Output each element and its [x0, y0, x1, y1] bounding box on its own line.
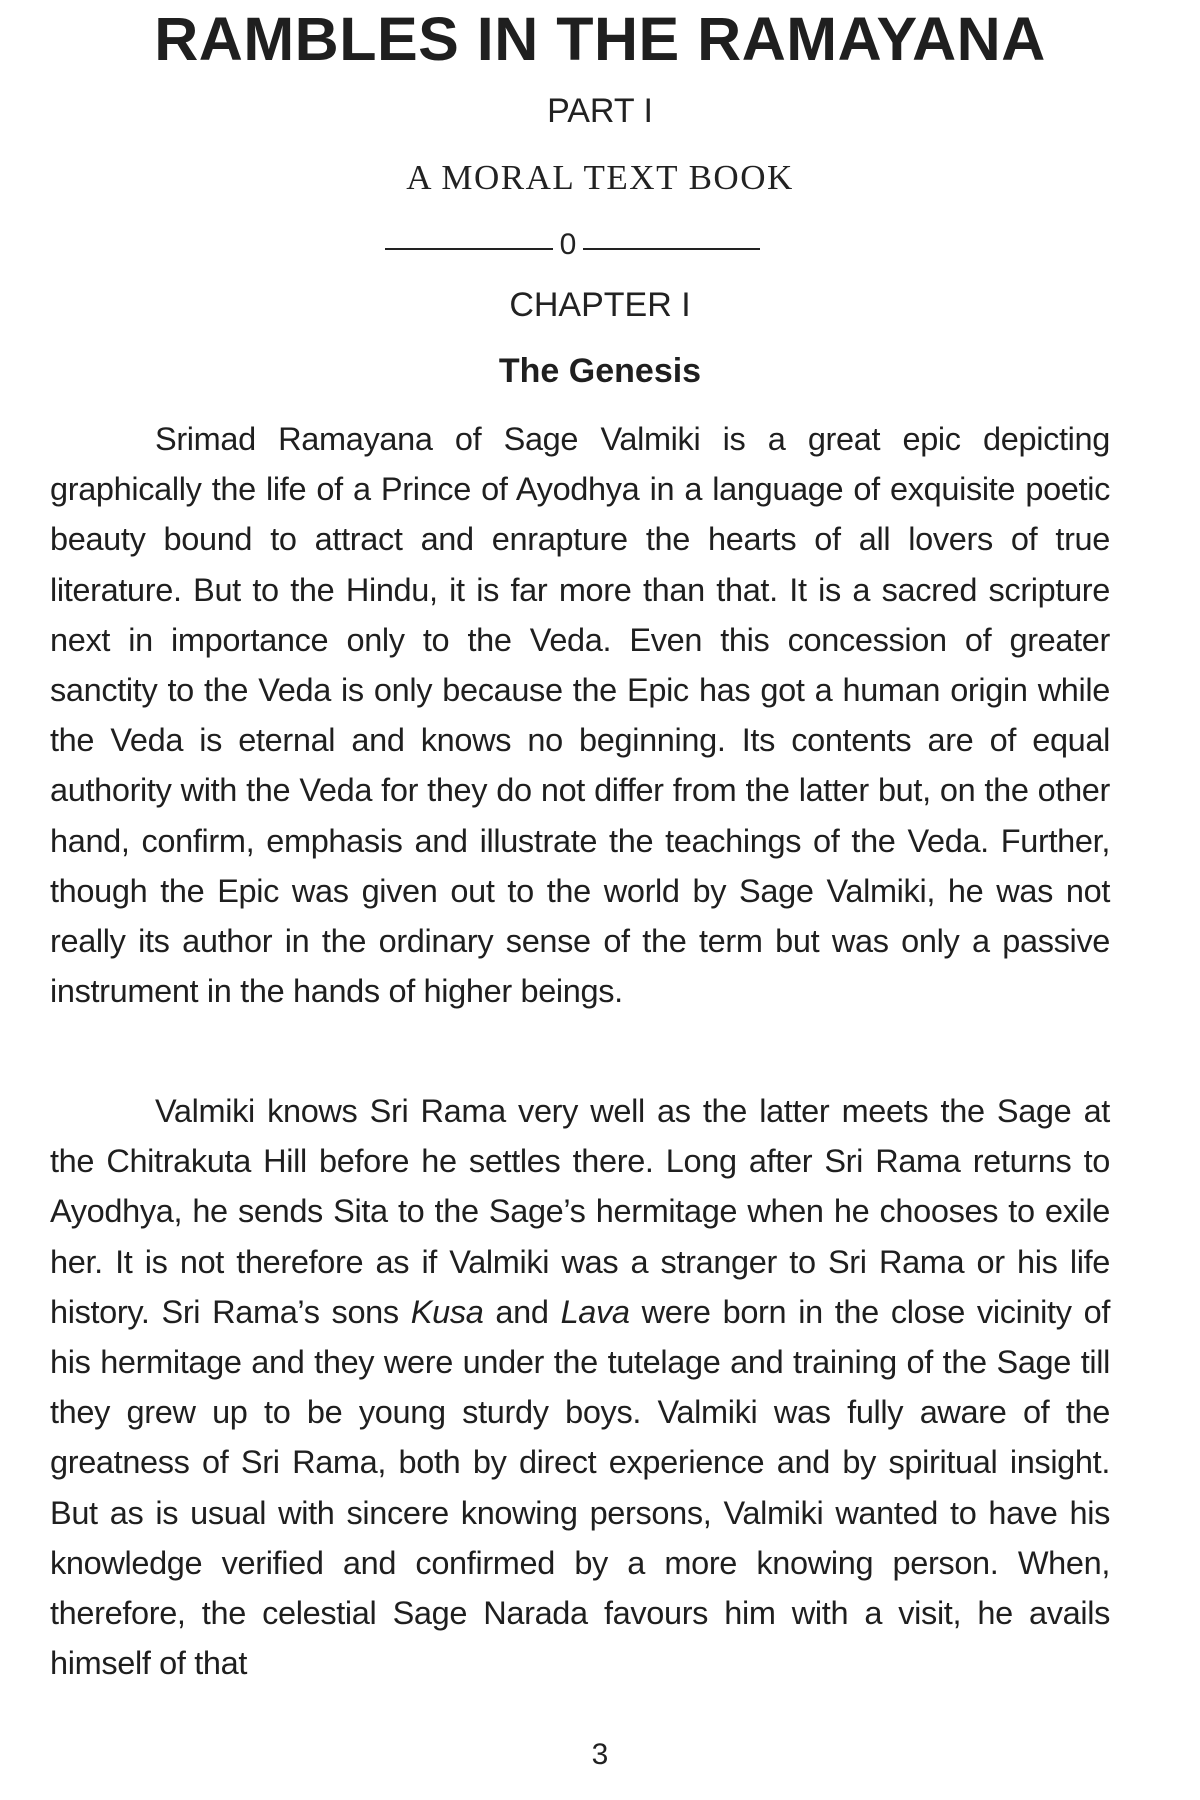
paragraph-text: were born in the close vicinity of his hermitage and they were under the tutelage and training of the Sage till they grew up to be young sturdy boys. Valmiki was fully aware of the greatness of Sri Rama, both by direct experience and by spiritual insight. But as is usual with sincere knowing persons, Valmiki wanted to have his knowledge verified and confirmed by a more knowing person. When, therefore, the celestial Sage Narada favours him with a visit, he avails himself of that: [50, 1293, 1110, 1682]
separator-line-left: [385, 248, 553, 250]
separator-mark: 0: [559, 228, 577, 261]
book-subtitle: A MORAL TEXT BOOK: [406, 158, 794, 197]
page-number: 3: [591, 1738, 609, 1771]
book-title: RAMBLES IN THE RAMAYANA: [154, 5, 1046, 73]
part-label: PART I: [547, 92, 653, 130]
separator-line-right: [583, 248, 760, 250]
body-paragraph-1: [50, 414, 1110, 1016]
paragraph-text: Valmiki knows Sri Rama very well as the latter meets the Sage at the Chitrakuta Hill before he settles there. Long after Sri Rama returns to Ayodhya, he sends Sita to the Sage’s hermitage when he chooses to exile her. It is not therefore as if Valmiki was a stranger to Sri Rama or his life history. Sri Rama’s sons: [50, 1093, 1110, 1330]
chapter-label: CHAPTER I: [509, 286, 691, 324]
name-kusa: Kusa: [410, 1293, 484, 1330]
separator-rule: [385, 228, 760, 268]
section-title: The Genesis: [498, 352, 702, 390]
name-lava: Lava: [560, 1293, 630, 1330]
body-paragraph-2: [50, 1086, 1110, 1688]
paragraph-text: and: [483, 1293, 561, 1330]
paragraph-text: Srimad Ramayana of Sage Valmiki is a great epic depicting graphically the life of a Prince of Ayodhya in a language of exquisite poetic beauty bound to attract and enrapture the hearts of all lovers of true literature. But to the Hindu, it is far more than that. It is a sacred scripture next in importance only to the Veda. Even this concession of greater sanctity to the Veda is only because the Epic has got a human origin while the Veda is eternal and knows no beginning. Its contents are of equal authority with the Veda for they do not differ from the latter but, on the other hand, confirm, emphasis and illustrate the teachings of the Veda. Further, though the Epic was given out to the world by Sage Valmiki, he was not really its author in the ordinary sense of the term but was only a passive instrument in the hands of higher beings.: [50, 421, 1110, 1010]
